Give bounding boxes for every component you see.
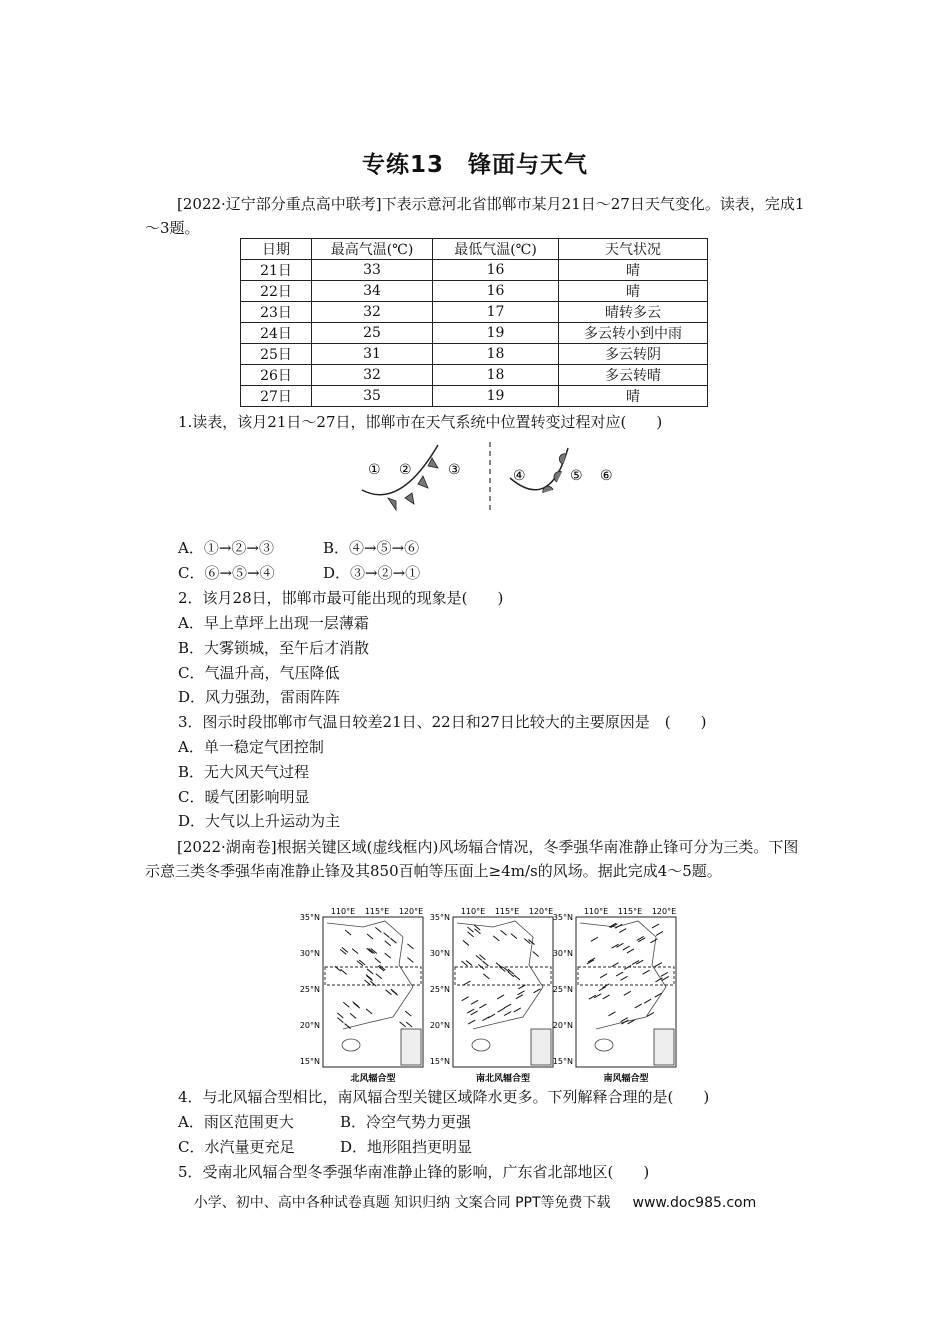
latitude-label: 30°N xyxy=(299,949,320,958)
question-3-stem: 3．图示时段邯郸市气温日较差21日、22日和27日比较大的主要原因是 ( ) xyxy=(178,713,707,731)
latitude-label: 15°N xyxy=(299,1057,320,1066)
inset-map xyxy=(654,1029,674,1065)
table-header: 天气状况 xyxy=(559,239,708,260)
weather-table xyxy=(240,238,708,407)
table-cell: 32 xyxy=(312,302,433,323)
position-label-4: ④ xyxy=(513,468,526,484)
latitude-label: 25°N xyxy=(552,985,573,994)
latitude-label: 15°N xyxy=(552,1057,573,1066)
option-a: A．①→②→③ xyxy=(178,539,274,557)
option-c: C．气温升高，气压降低 xyxy=(178,664,340,682)
longitude-label: 115°E xyxy=(364,907,390,916)
longitude-label: 120°E xyxy=(398,907,424,916)
option-d: D．风力强劲，雷雨阵阵 xyxy=(178,688,341,706)
question-2-stem: 2．该月28日，邯郸市最可能出现的现象是( ) xyxy=(178,589,504,607)
latitude-label: 35°N xyxy=(552,913,573,922)
map-caption: 南风辐合型 xyxy=(603,1074,649,1084)
intro-paragraph-2: [2022·湖南卷]根据关键区域(虚线框内)风场辐合情况，冬季强华南准静止锋可分为三类。下图示意三类冬季强华南准静止锋及其850百帕等压面上≥4m/s的风场。据此完成4～5题。 xyxy=(145,838,799,880)
map-caption: 北风辐合型 xyxy=(350,1074,396,1084)
wind-field-maps xyxy=(290,905,700,1085)
table-cell: 21日 xyxy=(241,260,312,281)
option-b: B．大雾锁城，至午后才消散 xyxy=(178,639,370,657)
table-cell: 27日 xyxy=(241,386,312,407)
longitude-label: 120°E xyxy=(528,907,554,916)
question-4-stem: 4．与北风辐合型相比，南风辐合型关键区域降水更多。下列解释合理的是( ) xyxy=(178,1088,710,1106)
latitude-label: 25°N xyxy=(299,985,320,994)
position-label-6: ⑥ xyxy=(600,468,613,484)
table-cell: 18 xyxy=(433,365,559,386)
table-cell: 32 xyxy=(312,365,433,386)
latitude-label: 30°N xyxy=(429,949,450,958)
table-cell: 多云转阴 xyxy=(559,344,708,365)
longitude-label: 110°E xyxy=(460,907,486,916)
option-d: D．③→②→① xyxy=(323,564,421,582)
inset-map xyxy=(531,1029,551,1065)
option-c: C．暖气团影响明显 xyxy=(178,788,310,806)
table-row xyxy=(241,281,708,302)
table-cell: 多云转晴 xyxy=(559,365,708,386)
table-row xyxy=(241,386,708,407)
table-cell: 34 xyxy=(312,281,433,302)
longitude-label: 115°E xyxy=(617,907,643,916)
latitude-label: 35°N xyxy=(299,913,320,922)
latitude-label: 30°N xyxy=(552,949,573,958)
table-cell: 22日 xyxy=(241,281,312,302)
cold-front-triangle xyxy=(405,493,414,504)
table-cell: 16 xyxy=(433,260,559,281)
option-b: B．④→⑤→⑥ xyxy=(323,539,420,557)
warm-front-semicircle xyxy=(554,471,562,482)
table-cell: 晴 xyxy=(559,281,708,302)
table-cell: 18 xyxy=(433,344,559,365)
table-cell: 19 xyxy=(433,386,559,407)
cold-front-triangle xyxy=(388,498,396,510)
footer-link[interactable]: www.doc985.com xyxy=(632,1195,757,1211)
option-a: A．早上草坪上出现一层薄霜 xyxy=(178,614,369,632)
warm-front-semicircle xyxy=(543,486,553,493)
option-d: D．大气以上升运动为主 xyxy=(178,812,341,830)
question-4-options-row-1 xyxy=(178,1111,471,1133)
table-cell: 19 xyxy=(433,323,559,344)
table-cell: 晴 xyxy=(559,386,708,407)
option-b: B．无大风天气过程 xyxy=(178,763,310,781)
table-cell: 晴转多云 xyxy=(559,302,708,323)
longitude-label: 120°E xyxy=(651,907,677,916)
cold-front-triangle xyxy=(418,476,428,488)
table-cell: 多云转小到中雨 xyxy=(559,323,708,344)
option-a: A．单一稳定气团控制 xyxy=(178,738,324,756)
table-row xyxy=(241,323,708,344)
latitude-label: 15°N xyxy=(429,1057,450,1066)
table-cell: 26日 xyxy=(241,365,312,386)
latitude-label: 20°N xyxy=(552,1021,573,1030)
table-cell: 33 xyxy=(312,260,433,281)
page-title: 专练13 锋面与天气 xyxy=(361,152,588,178)
table-row xyxy=(241,302,708,323)
longitude-label: 110°E xyxy=(583,907,609,916)
table-cell: 25日 xyxy=(241,344,312,365)
front-diagram xyxy=(350,440,630,516)
inset-map xyxy=(401,1029,421,1065)
footer xyxy=(0,1192,950,1212)
map-caption: 南北风辐合型 xyxy=(475,1074,531,1084)
question-5-stem: 5．受南北风辐合型冬季强华南准静止锋的影响，广东省北部地区( ) xyxy=(178,1163,650,1181)
table-cell: 24日 xyxy=(241,323,312,344)
option-a: A．雨区范围更大 xyxy=(178,1113,294,1131)
footer-text: 小学、初中、高中各种试卷真题 知识归纳 文案合同 PPT等免费下载 xyxy=(193,1195,611,1211)
latitude-label: 20°N xyxy=(299,1021,320,1030)
table-header: 日期 xyxy=(241,239,312,260)
table-cell: 25 xyxy=(312,323,433,344)
question-1-stem: 1.读表，该月21日～27日，邯郸市在天气系统中位置转变过程对应( ) xyxy=(178,413,663,431)
table-header-row xyxy=(241,239,708,260)
position-label-2: ② xyxy=(399,462,412,478)
longitude-label: 110°E xyxy=(330,907,356,916)
question-1-options-row-1 xyxy=(178,537,419,559)
position-label-1: ① xyxy=(368,462,381,478)
table-header: 最高气温(℃) xyxy=(312,239,433,260)
position-label-3: ③ xyxy=(448,462,461,478)
latitude-label: 35°N xyxy=(429,913,450,922)
table-row xyxy=(241,365,708,386)
question-4-options-row-2 xyxy=(178,1136,472,1158)
table-cell: 31 xyxy=(312,344,433,365)
table-cell: 17 xyxy=(433,302,559,323)
option-d: D．地形阻挡更明显 xyxy=(340,1138,473,1156)
question-1-options-row-2 xyxy=(178,562,420,584)
table-cell: 35 xyxy=(312,386,433,407)
table-cell: 晴 xyxy=(559,260,708,281)
table-row xyxy=(241,260,708,281)
latitude-label: 20°N xyxy=(429,1021,450,1030)
longitude-label: 115°E xyxy=(494,907,520,916)
option-b: B．冷空气势力更强 xyxy=(340,1113,472,1131)
option-c: C．水汽量更充足 xyxy=(178,1138,295,1156)
table-cell: 23日 xyxy=(241,302,312,323)
intro-paragraph-1: [2022·辽宁部分重点高中联考]下表示意河北省邯郸市某月21日～27日天气变化。读表，完成1～3题。 xyxy=(145,195,805,237)
table-header: 最低气温(℃) xyxy=(433,239,559,260)
latitude-label: 25°N xyxy=(429,985,450,994)
option-c: C．⑥→⑤→④ xyxy=(178,564,275,582)
table-cell: 16 xyxy=(433,281,559,302)
position-label-5: ⑤ xyxy=(570,468,583,484)
table-row xyxy=(241,344,708,365)
